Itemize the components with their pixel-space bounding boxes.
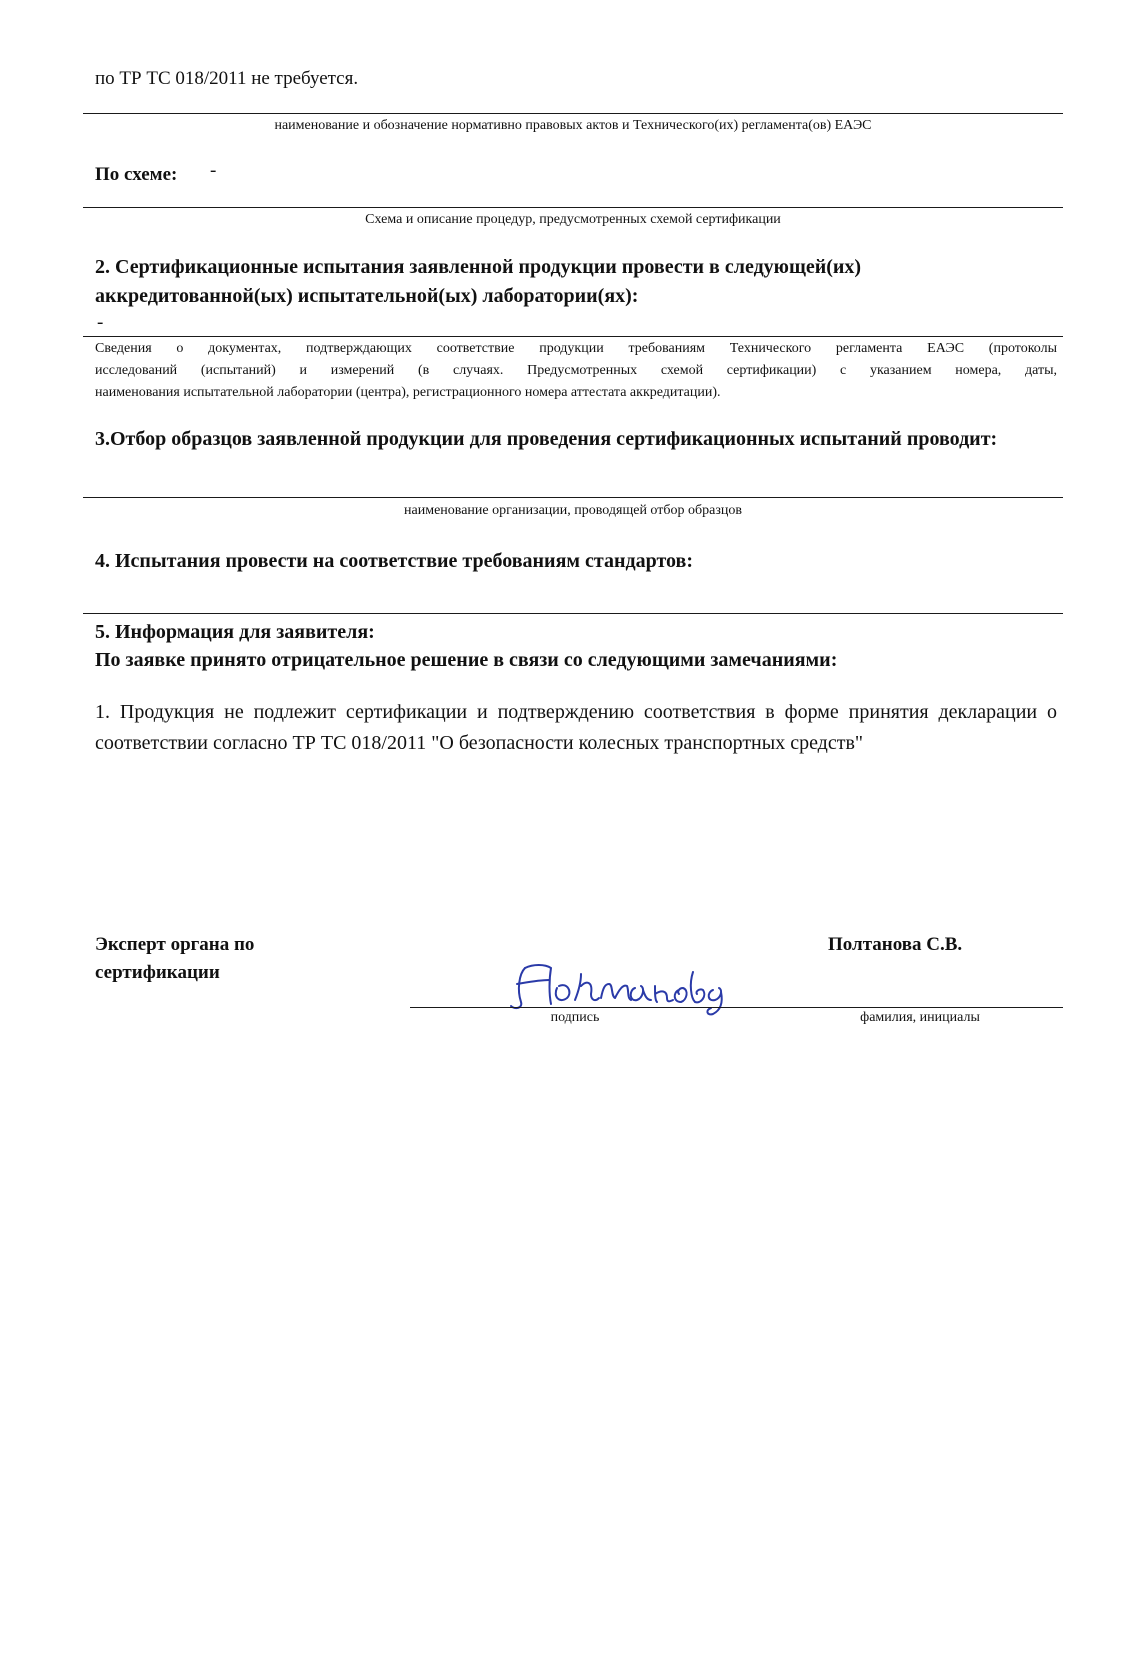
- section4-title: 4. Испытания провести на соответствие требованиям стандартов:: [95, 550, 693, 572]
- section3-caption: наименование организации, проводящей отбор образцов: [404, 503, 742, 518]
- section2-title-line2: аккредитованной(ых) испытательной(ых) лаборатории(ях):: [95, 285, 639, 307]
- section5-remark-line1: 1. Продукция не подлежит сертификации и подтверждению соответствия в форме принятия декларации о: [95, 701, 1057, 723]
- section2-caption-line2: исследований (испытаний) и измерений (в случаях. Предусмотренных схемой сертификации) с указанием номера, даты,: [95, 363, 1057, 378]
- expert-role-line1: Эксперт органа по: [95, 934, 255, 955]
- regulation-caption: наименование и обозначение нормативно правовых актов и Технического(их) регламента(ов) ЕАЭС: [274, 118, 872, 133]
- section2-caption: [95, 338, 1057, 404]
- section4-underline: [83, 613, 1063, 614]
- signature-caption: подпись: [550, 1010, 600, 1025]
- section2-caption-line3: наименования испытательной лаборатории (центра), регистрационного номера аттестата аккредитации).: [95, 385, 721, 400]
- scheme-value: -: [210, 160, 217, 181]
- expert-name: Полтанова С.В.: [828, 934, 963, 955]
- section3-underline: [83, 497, 1063, 498]
- section2-underline: [83, 336, 1063, 337]
- section2-value: -: [97, 312, 104, 333]
- section2-title-line1: 2. Сертификационные испытания заявленной продукции провести в следующей(их): [95, 256, 862, 278]
- regulation-underline: [83, 113, 1063, 114]
- scheme-caption: Схема и описание процедур, предусмотренных схемой сертификации: [365, 212, 781, 227]
- section2-caption-line1: Сведения о документах, подтверждающих соответствие продукции требованиям Технического регламента ЕАЭС (протоколы: [95, 341, 1057, 356]
- scheme-label: По схеме:: [95, 164, 178, 185]
- regulation-text: по ТР ТС 018/2011 не требуется.: [95, 68, 359, 89]
- section5-title: 5. Информация для заявителя:: [95, 621, 375, 643]
- section3-title: 3.Отбор образцов заявленной продукции для проведения сертификационных испытаний проводит:: [95, 428, 998, 450]
- section5-remark-line2: соответствии согласно ТР ТС 018/2011 "О безопасности колесных транспортных средств": [95, 732, 864, 754]
- section5-remark: [95, 697, 1057, 759]
- section5-subtitle: По заявке принято отрицательное решение в связи со следующими замечаниями:: [95, 649, 838, 671]
- name-caption: фамилия, инициалы: [860, 1010, 980, 1025]
- signature-underline: [410, 1007, 1063, 1008]
- scheme-underline: [83, 207, 1063, 208]
- expert-role-line2: сертификации: [95, 962, 220, 983]
